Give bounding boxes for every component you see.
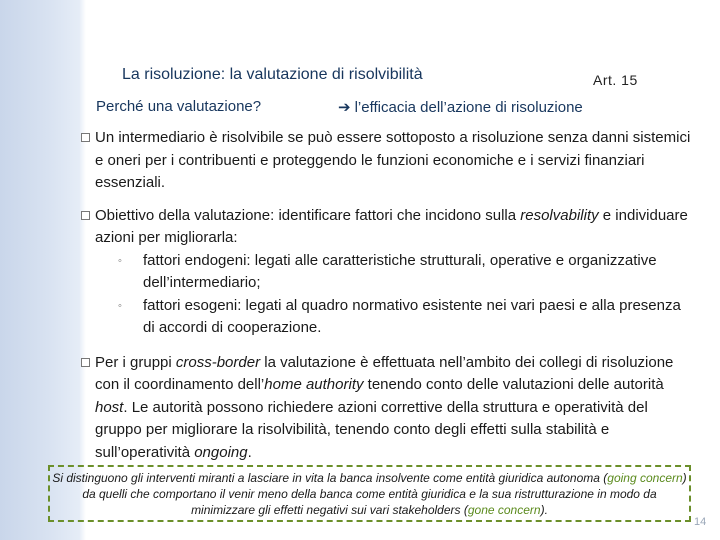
bullet-emphasis: home authority (264, 376, 364, 393)
bullet-emphasis: cross-border (175, 353, 261, 371)
subheading-answer (338, 98, 583, 116)
sub-bullet-item (95, 250, 695, 295)
bullet-text: . Le autorità possono richiedere azioni correttive della struttura e operatività del gruppo per migliorare la risolvibilità, tenendo conto degli effetti sulla stabilità e sull’operatività (95, 398, 648, 461)
slide-title: La risoluzione: la valutazione di risolvibilità (122, 66, 423, 83)
sub-bullet-text: fattori endogeni: legati alle caratteristiche strutturali, operative e organizzative dell’intermediario; (143, 251, 657, 291)
right-arrow-icon: ➔ (338, 99, 351, 116)
circle-bullet-icon: ◦ (118, 254, 122, 267)
bullet-text: la valutazione è effettuata nell’ambito dei collegi di risoluzione con il coordinamento dell’ (95, 353, 674, 393)
sidebar-edge (80, 0, 86, 540)
note-text: ) da quelli che comportano il venir meno della banca come entità giuridica e la sua ristrutturazione in modo da minimizzare gli effetti negativi sui vari stakeholders ( (82, 471, 687, 517)
bullet-emphasis: ongoing (194, 443, 248, 461)
bullet-text: . (247, 443, 252, 461)
bullet-text: e individuare azioni per migliorarla: (95, 206, 688, 246)
note-text: Si distinguono gli interventi miranti a lasciare in vita la banca insolvente come entità giuridica autonoma ( (52, 471, 608, 485)
bullet-emphasis: host (95, 398, 124, 416)
note-text: ). (540, 503, 548, 517)
bullet-item (95, 127, 695, 195)
sub-bullet-text: fattori esogeni: legati al quadro normativo esistente nei vari paesi e alla presenza di accordi di cooperazione. (143, 296, 681, 336)
bullet-text: Per i gruppi (95, 353, 176, 371)
bullet-text: tenendo conto delle valutazioni delle autorità (363, 376, 664, 393)
bullet-emphasis: resolvability (520, 206, 599, 224)
page-number: 14 (694, 516, 707, 528)
square-bullet-icon (81, 211, 90, 220)
note-box (48, 465, 691, 522)
circle-bullet-icon: ◦ (118, 299, 122, 312)
subheading-question: Perché una valutazione? (96, 98, 262, 115)
bullet-item (95, 205, 695, 250)
bullet-item (95, 352, 695, 465)
square-bullet-icon (81, 358, 90, 367)
bullet-text: Un intermediario è risolvibile se può essere sottoposto a risoluzione senza danni sistemici e oneri per i contribuenti e proteggendo le funzioni economiche e i servizi finanziari essenziali. (95, 129, 691, 191)
note-highlight: gone concern (467, 503, 541, 517)
article-reference: Art. 15 (593, 72, 638, 88)
slide-content (95, 127, 695, 474)
bullet-text: Obiettivo della valutazione: identificare fattori che incidono sulla (95, 206, 521, 224)
square-bullet-icon (81, 133, 90, 142)
sidebar-decoration (0, 0, 80, 540)
note-highlight: going concern (607, 471, 683, 485)
sub-bullet-item (95, 295, 695, 340)
subheading-answer-text: l’efficacia dell’azione di risoluzione (354, 99, 583, 116)
